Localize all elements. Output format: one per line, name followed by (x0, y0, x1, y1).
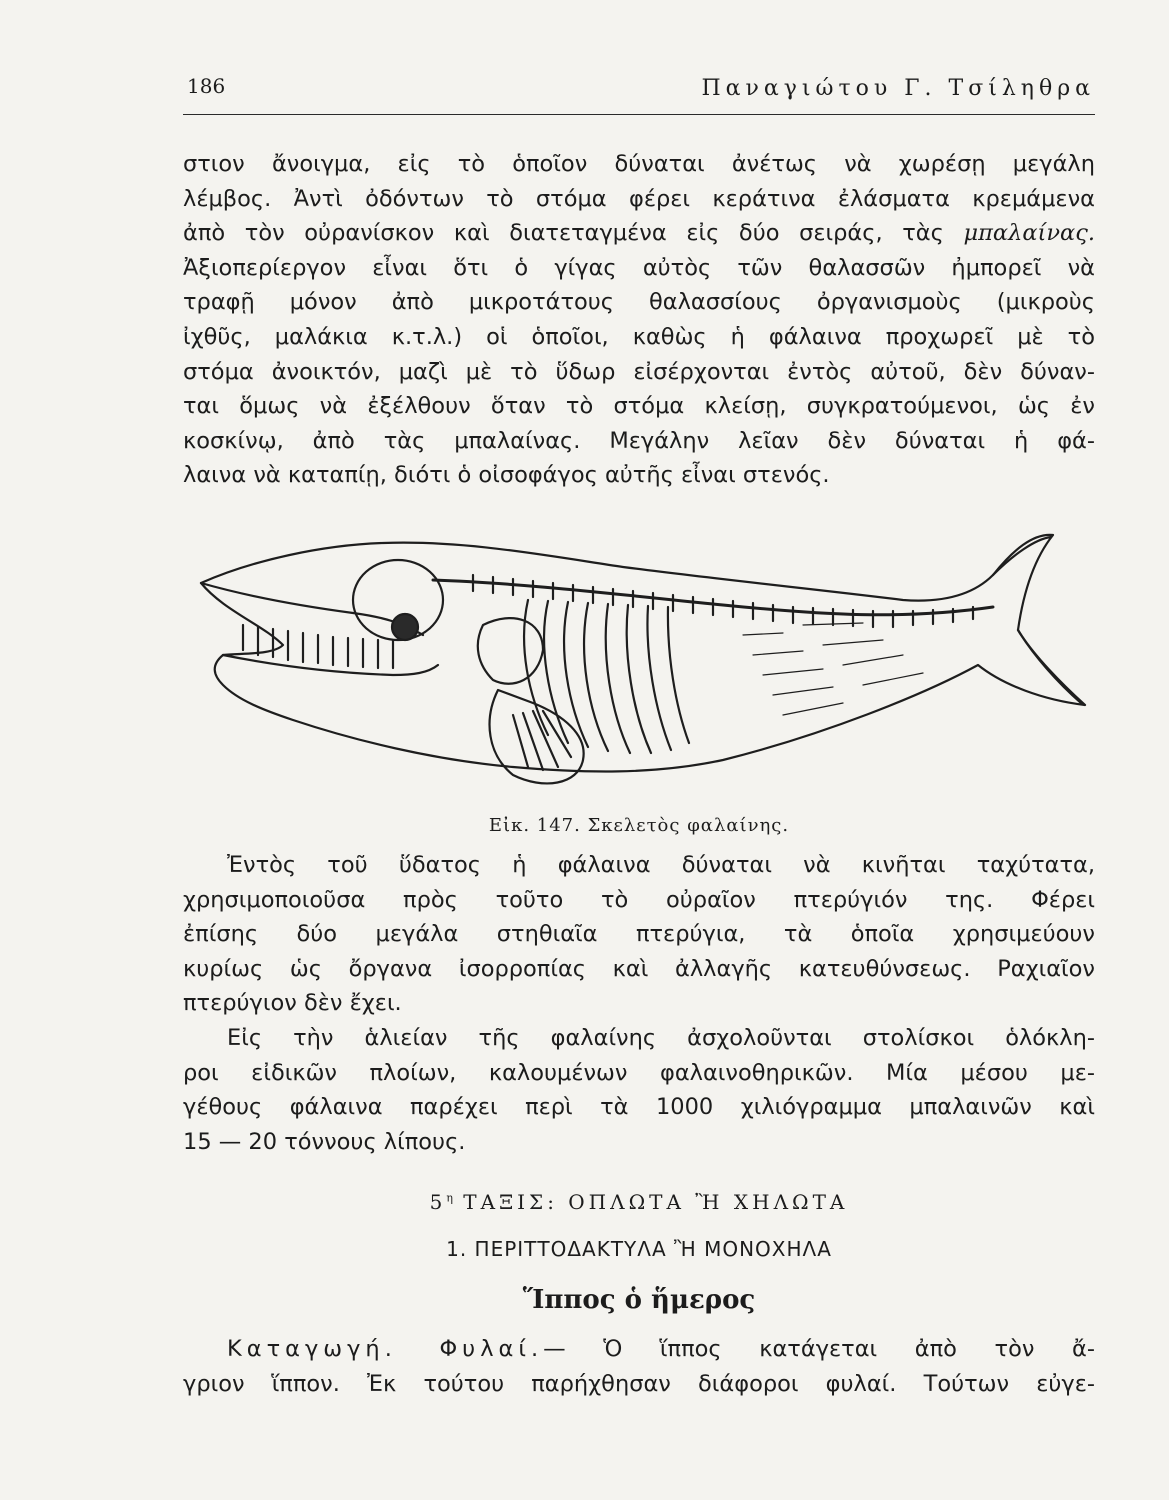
shoulder-blade (478, 618, 543, 684)
text-line: κυρίως ὡς ὄργανα ἰσορροπίας καὶ ἀλλαγῆς κατευθύνσεως. Ραχιαῖον (183, 955, 1095, 982)
whale-skeleton-figure (183, 505, 1095, 805)
figure-caption: Εἰκ. 147. Σκελετὸς φαλαίνης. (488, 815, 790, 836)
text-line: ἐπίσης δύο μεγάλα στηθιαῖα πτερύγια, τὰ ὁποῖα χρησιμεύουν (183, 921, 1095, 948)
text-line (183, 1332, 1095, 1367)
page-number: 186 (187, 74, 226, 98)
text-line: ροι εἰδικῶν πλοίων, καλουμένων φαλαινοθηρικῶν. Μία μέσου με- (183, 1059, 1095, 1086)
ribs (524, 600, 689, 753)
upper-jaw (201, 583, 423, 635)
text-line: γέθους φάλαινα παρέχει περὶ τὰ 1000 χιλιόγραμμα μπαλαινῶν καὶ (183, 1094, 1095, 1121)
paragraph-3 (183, 1021, 1095, 1159)
text-line: πτερύγιον δὲν ἔχει. (183, 990, 402, 1017)
text-line: στιον ἄνοιγμα, εἰς τὸ ὁποῖον δύναται ἀνέτως νὰ χωρέσῃ μεγάλη (183, 151, 1095, 177)
order-heading: 1. ΠΕΡΙΤΤΟΔΑΚΤΥΛΑ Ἢ ΜΟΝΟΧΗΛΑ (446, 1237, 832, 1261)
text-line: λέμβος. Ἀντὶ ὀδόντων τὸ στόμα φέρει κεράτινα ἐλάσματα κρεμάμενα (183, 185, 1095, 212)
text-line: γριον ἵππον. Ἐκ τούτου παρήχθησαν διάφοροι φυλαί. Τούτων εὐγε- (183, 1370, 1095, 1397)
text-line: λαινα νὰ καταπίῃ, διότι ὁ οἰσοφάγος αὐτῆς εἶναι στενός. (183, 462, 830, 489)
class-number: 5 (429, 1190, 447, 1214)
paragraph-4 (183, 1332, 1095, 1401)
text-fragment: ἀπὸ τὸν οὐρανίσκον καὶ διατεταγμένα εἰς δύο σειράς, τὰς (183, 220, 944, 247)
text-fragment: — Ὁ ἵππος κατάγεται ἀπὸ τὸν ἄ- (543, 1336, 1095, 1362)
italic-term: μπαλαίνας. (963, 220, 1095, 247)
text-line: στόμα ἀνοικτόν, μαζὶ μὲ τὸ ὕδωρ εἰσέρχονται ἐντὸς αὐτοῦ, δὲν δύναν- (183, 358, 1095, 385)
class-heading (183, 1190, 1095, 1214)
lead-term: Καταγωγή. Φυλαί. (227, 1336, 544, 1362)
paragraph-1 (183, 147, 1095, 493)
text-line: Εἰς τὴν ἁλιείαν τῆς φαλαίνης ἀσχολοῦνται στολίσκοι ὁλόκλη- (227, 1025, 1095, 1051)
text-line: χρησιμοποιοῦσα πρὸς τοῦτο τὸ οὐραῖον πτερύγιόν της. Φέρει (183, 886, 1095, 913)
running-head: Παναγιώτου Γ. Τσίληθρα (701, 76, 1095, 101)
text-line: ται ὅμως νὰ ἐξέλθουν ὅταν τὸ στόμα κλείσῃ, συγκρατούμενοι, ὡς ἐν (183, 393, 1095, 420)
page-header (183, 70, 1095, 115)
text-line: Ἐντὸς τοῦ ὕδατος ἡ φάλαινα δύναται νὰ κινῆται ταχύτατα, (227, 852, 1095, 878)
body-hatching (743, 623, 923, 715)
class-title: ΤΑΞΙΣ: ΟΠΛΩΤΑ Ἢ ΧΗΛΩΤΑ (463, 1190, 849, 1214)
text-line: 15 — 20 τόννους λίπους. (183, 1128, 466, 1155)
whale-skeleton-illustration (183, 505, 1095, 805)
text-line (183, 216, 1095, 251)
text-line: ἰχθῦς, μαλάκια κ.τ.λ.) οἱ ὁποῖοι, καθὼς ἡ φάλαινα προχωρεῖ μὲ τὸ (183, 323, 1095, 350)
text-line: Ἀξιοπερίεργον εἶναι ὅτι ὁ γίγας αὐτὸς τῶν θαλασσῶν ἠμπορεῖ νὰ (183, 254, 1095, 281)
lower-jaw (223, 655, 438, 675)
class-number-suffix: η (446, 1191, 453, 1205)
section-title: Ἵππος ὁ ἥμερος (522, 1285, 756, 1315)
text-line: κοσκίνῳ, ἀπὸ τὰς μπαλαίνας. Μεγάλην λεῖαν δὲν δύναται ἡ φά- (183, 427, 1095, 454)
eye (392, 614, 418, 640)
text-line: τραφῇ μόνον ἀπὸ μικροτάτους θαλασσίους ὀργανισμοὺς (μικροὺς (183, 289, 1095, 316)
paragraph-2 (183, 848, 1095, 1021)
